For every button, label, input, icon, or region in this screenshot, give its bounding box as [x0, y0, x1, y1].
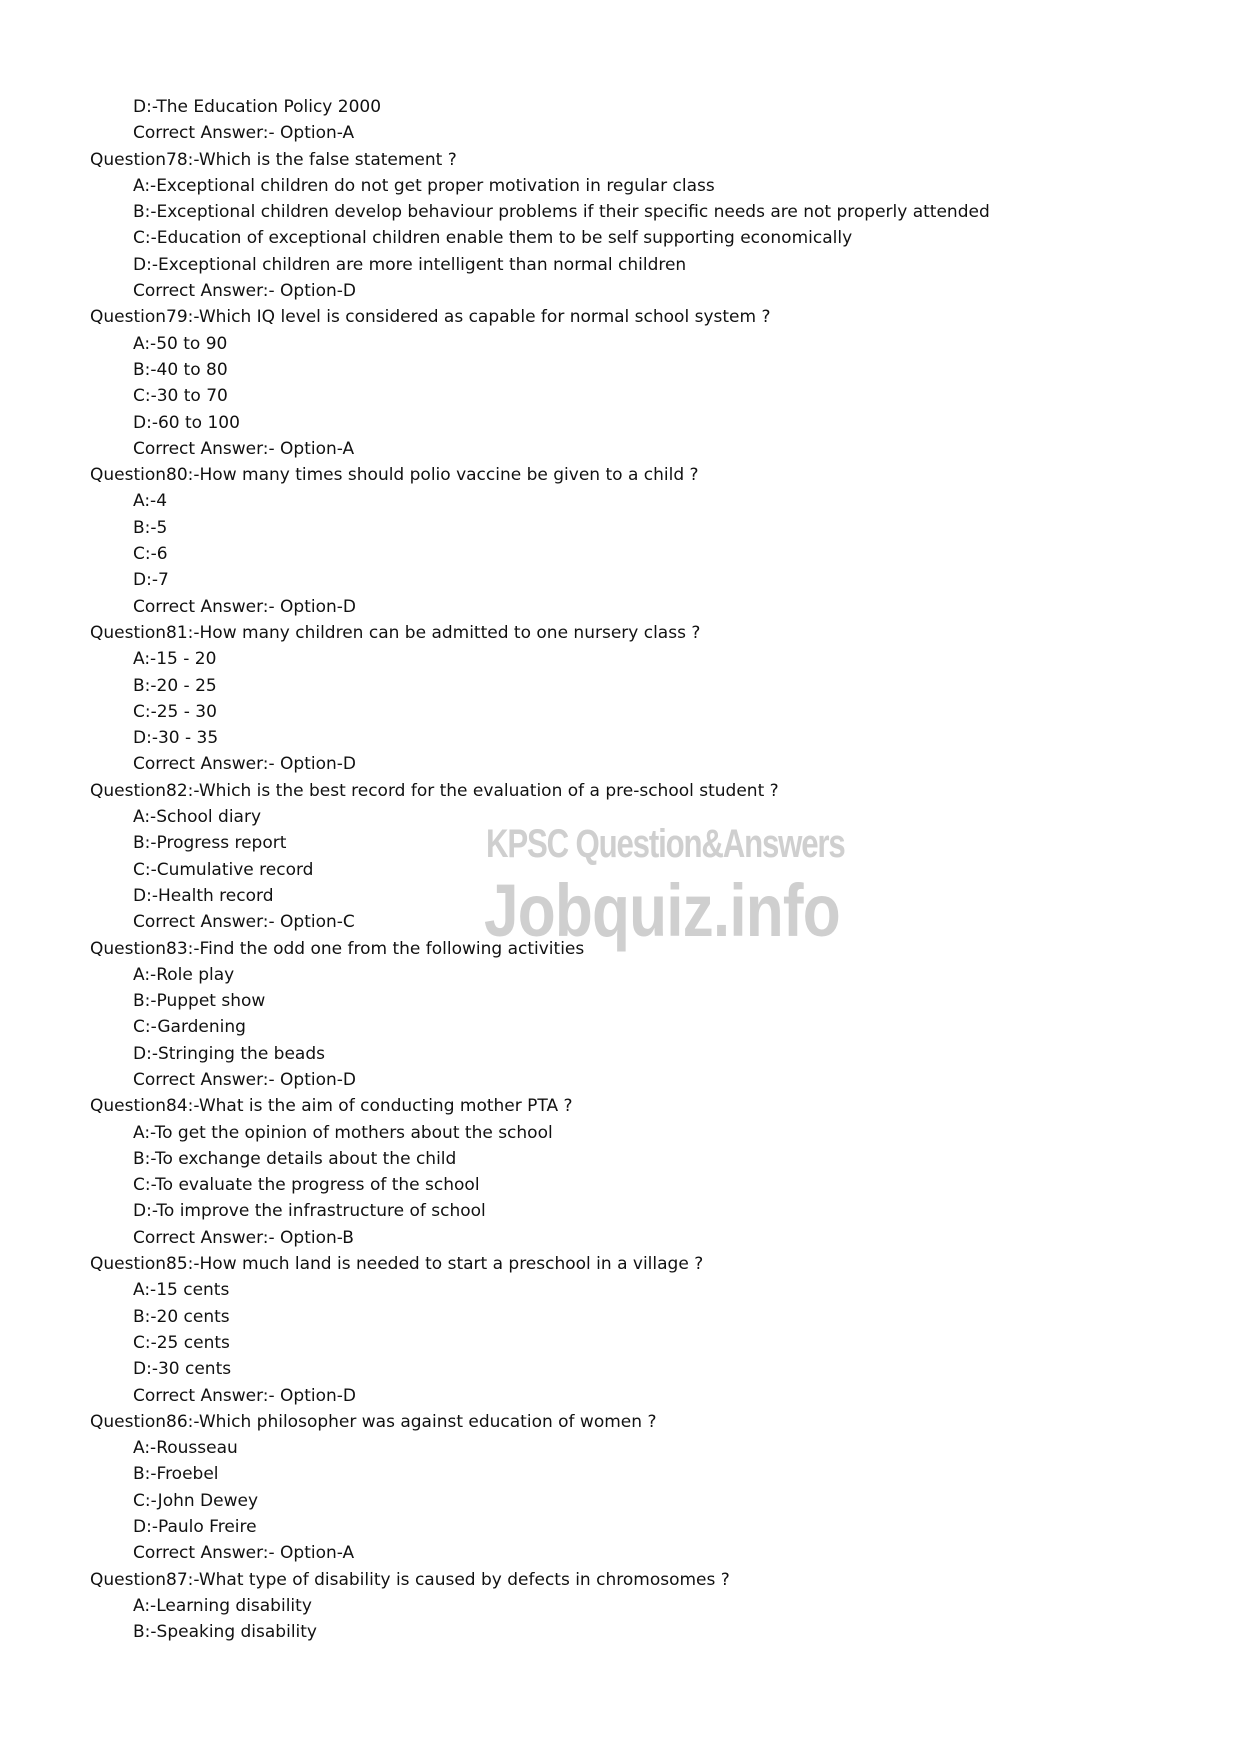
question-line: Question85:-How much land is needed to start a preschool in a village ? [90, 1254, 704, 1275]
correct-answer-line: Correct Answer:- Option-D [133, 281, 356, 302]
option-line: C:-To evaluate the progress of the school [133, 1175, 480, 1196]
question-line: Question84:-What is the aim of conducting mother PTA ? [90, 1096, 573, 1117]
option-line: C:-John Dewey [133, 1490, 259, 1511]
correct-answer-line: Correct Answer:- Option-D [133, 596, 356, 617]
option-line: C:-30 to 70 [133, 386, 228, 407]
option-line: C:-6 [133, 544, 168, 565]
option-line: A:-Rousseau [133, 1438, 238, 1459]
option-line: B:-Speaking disability [133, 1622, 317, 1643]
question-line: Question78:-Which is the false statement ? [90, 149, 457, 170]
option-line: D:-30 - 35 [133, 728, 219, 749]
option-line: A:-4 [133, 491, 168, 512]
option-line: D:-30 cents [133, 1359, 232, 1380]
option-line: D:-7 [133, 570, 169, 591]
option-line: B:-Froebel [133, 1464, 219, 1485]
watermark-line-1: KPSC Question&Answers [486, 822, 845, 866]
option-line: A:-Exceptional children do not get proper motivation in regular class [133, 175, 715, 196]
option-line: C:-Education of exceptional children enable them to be self supporting economically [133, 228, 853, 249]
option-line: C:-Gardening [133, 1017, 246, 1038]
correct-answer-line: Correct Answer:- Option-A [133, 123, 355, 144]
option-line: C:-Cumulative record [133, 859, 314, 880]
option-line: D:-Paulo Freire [133, 1517, 257, 1538]
correct-answer-line: Correct Answer:- Option-D [133, 1385, 356, 1406]
option-line: A:-Learning disability [133, 1595, 312, 1616]
correct-answer-line: Correct Answer:- Option-D [133, 754, 356, 775]
option-line: D:-Exceptional children are more intelligent than normal children [133, 254, 687, 275]
question-line: Question81:-How many children can be admitted to one nursery class ? [90, 622, 701, 643]
option-line: C:-25 cents [133, 1332, 230, 1353]
correct-answer-line: Correct Answer:- Option-C [133, 912, 355, 933]
option-line: B:-To exchange details about the child [133, 1148, 457, 1169]
option-line: D:-Health record [133, 885, 274, 906]
option-line: C:-25 - 30 [133, 701, 217, 722]
option-line: B:-40 to 80 [133, 359, 228, 380]
option-line: D:-Stringing the beads [133, 1043, 325, 1064]
option-line: B:-20 cents [133, 1306, 230, 1327]
correct-answer-line: Correct Answer:- Option-A [133, 1543, 355, 1564]
option-line: B:-Progress report [133, 833, 287, 854]
option-line: B:-20 - 25 [133, 675, 217, 696]
option-line: D:-To improve the infrastructure of school [133, 1201, 486, 1222]
question-line: Question79:-Which IQ level is considered as capable for normal school system ? [90, 307, 771, 328]
question-line: Question86:-Which philosopher was against education of women ? [90, 1411, 657, 1432]
option-line: B:-Puppet show [133, 991, 266, 1012]
question-line: Question80:-How many times should polio vaccine be given to a child ? [90, 465, 699, 486]
watermark-line-2: Jobquiz.info [484, 869, 840, 952]
option-line: A:-Role play [133, 964, 235, 985]
correct-answer-line: Correct Answer:- Option-B [133, 1227, 354, 1248]
option-line: A:-School diary [133, 807, 262, 828]
option-line: D:-60 to 100 [133, 412, 240, 433]
correct-answer-line: Correct Answer:- Option-A [133, 438, 355, 459]
question-line: Question87:-What type of disability is caused by defects in chromosomes ? [90, 1569, 730, 1590]
correct-answer-line: Correct Answer:- Option-D [133, 1069, 356, 1090]
question-line: Question83:-Find the odd one from the following activities [90, 938, 585, 959]
question-list [90, 94, 1210, 1646]
option-line: D:-The Education Policy 2000 [133, 97, 382, 117]
option-line: B:-5 [133, 517, 168, 538]
question-line: Question82:-Which is the best record for the evaluation of a pre-school student ? [90, 780, 779, 801]
option-line: A:-50 to 90 [133, 333, 228, 354]
option-line: A:-15 cents [133, 1280, 230, 1301]
option-line: A:-15 - 20 [133, 649, 217, 670]
option-line: B:-Exceptional children develop behaviour problems if their specific needs are not properly attended [133, 202, 990, 223]
option-line: A:-To get the opinion of mothers about the school [133, 1122, 553, 1143]
